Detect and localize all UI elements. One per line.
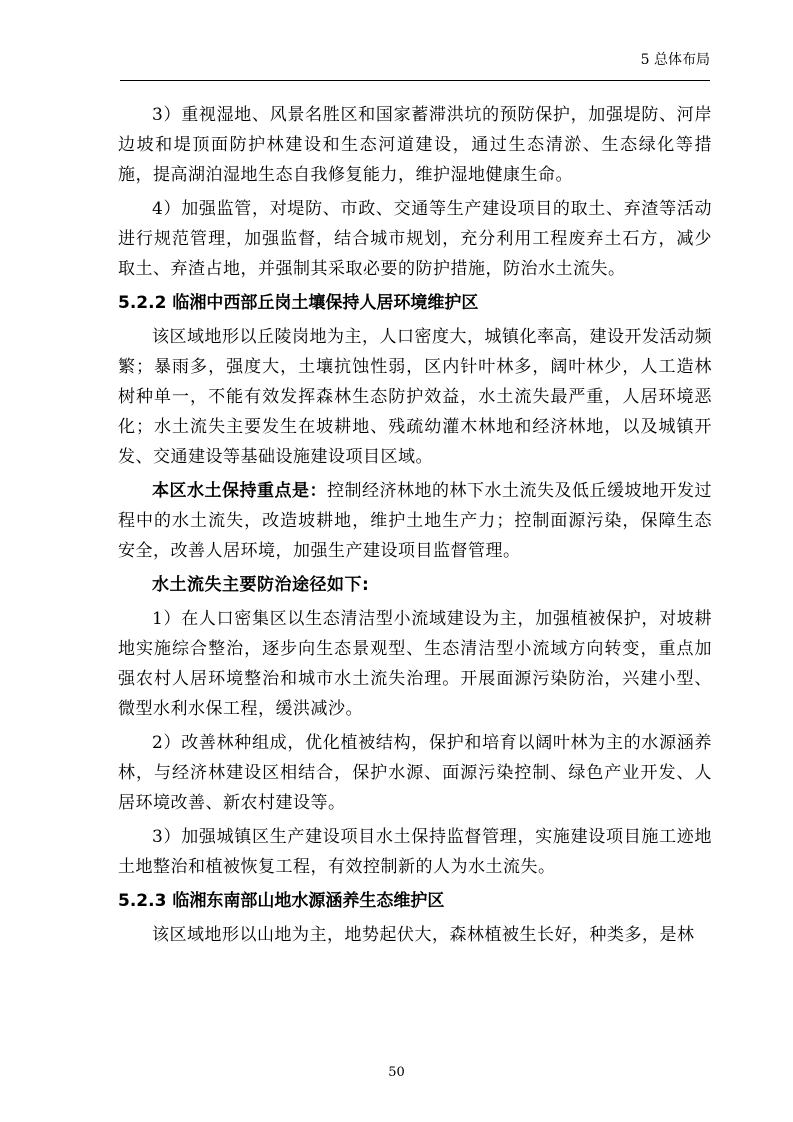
running-header: 5 总体布局 (640, 52, 710, 68)
key-points-text: 控制经济林地的林下水土流失及低丘缓坡地开发过程中的水土流失，改造坡耕地，维护土地生产力；控制面源污染，保障生态安全，改善人居环境，加强生产建设项目监督管理。 (118, 481, 712, 561)
paragraph-key-points (118, 476, 712, 566)
paragraph-item-4: 4）加强监管，对堤防、市政、交通等生产建设项目的取土、弃渣等活动进行规范管理，加强监督，结合城市规划，充分利用工程废弃土石方，减少取土、弃渣占地，并强制其采取必要的防护措施，防治水土流失。 (118, 199, 712, 279)
measure-item-2: 2）改善林种组成，优化植被结构，保护和培育以阔叶林为主的水源涵养林，与经济林建设区相结合，保护水源、面源污染控制、绿色产业开发、人居环境改善、新农村建设等。 (118, 733, 712, 813)
page-number: 50 (388, 1065, 405, 1080)
measure-item-1: 1）在人口密集区以生态清洁型小流域建设为主，加强植被保护，对坡耕地实施综合整治，逐步向生态景观型、生态清洁型小流域方向转变，重点加强农村人居环境整治和城市水土流失治理。开展面源污染防治，兴建小型、微型水利水保工程，缓洪减沙。 (118, 609, 712, 719)
section-heading-5-2-3: 5.2.3 临湘东南部山地水源涵养生态维护区 (118, 891, 445, 911)
measures-heading: 水土流失主要防治途径如下: (152, 575, 370, 595)
page-body (118, 100, 712, 954)
key-points-lead: 本区水土保持重点是： (152, 481, 327, 501)
measure-item-3: 3）加强城镇区生产建设项目水土保持监督管理，实施建设项目施工迹地土地整治和植被恢复工程，有效控制新的人为水土流失。 (118, 827, 712, 877)
section-heading-5-2-2: 5.2.2 临湘中西部丘岗土壤保持人居环境维护区 (118, 293, 479, 313)
paragraph-item-3: 3）重视湿地、风景名胜区和国家蓄滞洪坑的预防保护，加强堤防、河岸边坡和堤顶面防护林建设和生态河道建设，通过生态清淤、生态绿化等措施，提高湖泊湿地生态自我修复能力，维护湿地健康生命。 (118, 105, 712, 185)
paragraph-region-description: 该区域地形以丘陵岗地为主，人口密度大，城镇化率高，建设开发活动频繁；暴雨多，强度大，土壤抗蚀性弱，区内针叶林多，阔叶林少，人工造林树种单一，不能有效发挥森林生态防护效益，水土流失最严重，人居环境恶化；水土流失主要发生在坡耕地、残疏幼灌木林地和经济林地，以及城镇开发、交通建设等基础设施建设项目区域。 (118, 327, 712, 467)
paragraph-region-description-2: 该区域地形以山地为主，地势起伏大，森林植被生长好，种类多，是林 (152, 925, 695, 945)
header-rule (120, 80, 710, 81)
